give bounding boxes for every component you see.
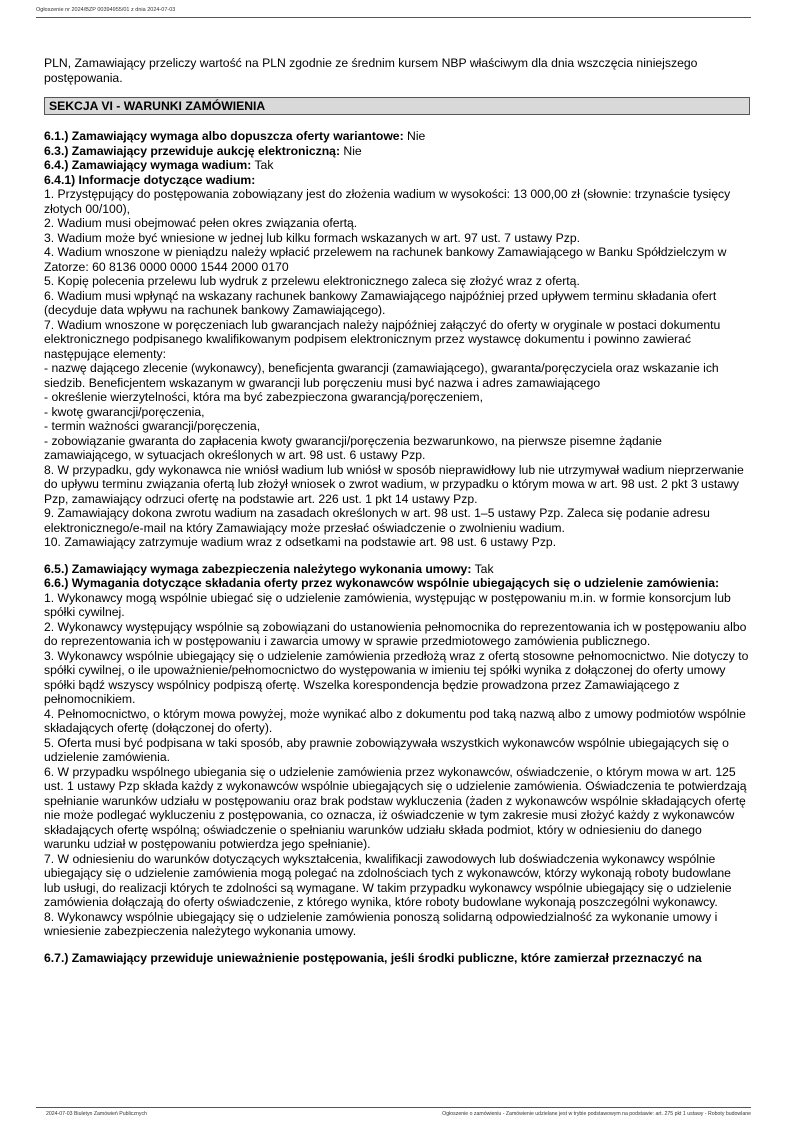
wadium-line: 3. Wadium może być wniesione w jednej lub kilku formach wskazanych w art. 97 ust. 7 ustawy Pzp. [44,230,581,245]
consortium-line: 2. Wykonawcy występujący wspólnie są zobowiązani do ustanowienia pełnomocnika do reprezentowania ich w postępowaniu albo do reprezentowania ich w postępowaniu i zawarcia umowy w sprawie przedmiotowego zamówienia publicznego. [44,619,747,648]
consortium-line: 8. Wykonawcy wspólnie ubiegający się o udzielenie zamówienia ponoszą solidarną odpowiedzialność za wykonanie umowy i wniesienie zabezpieczenia należytego wykonania umowy. [44,909,718,938]
question-6-4-label: 6.4.) Zamawiający wymaga wadium: [44,158,252,172]
consortium-line: 6. W przypadku wspólnego ubiegania się o udzielenie zamówienia przez wykonawców, oświadczenie, o którym mowa w art. 125 ust. 1 ustawy Pzp składa każdy z wykonawców wspólnie ubiegających się o udzielenie zamówienia. Oświadczenia te potwierdzają spełnianie warunków udziału w postępowaniu oraz brak podstaw wykluczenia (żaden z wykonawców wspólnie składających ofertę nie może podlegać wykluczeniu z postępowania, co oznacza, iż oświadczenie w tym zakresie musi złożyć każdy z wykonawców składających ofertę wspólną; oświadczenie o spełnianiu warunków udziału składa podmiot, który w odniesieniu do danego warunku udział w postępowaniu potwierdza jego spełnianie). [44,764,747,851]
wadium-line: - termin ważności gwarancji/poręczenia, [44,419,261,433]
footer-divider [36,1107,751,1108]
question-6-7-label: 6.7.) Zamawiający przewiduje unieważnienie postępowania, jeśli środki publiczne, które zamierzał przeznaczyć na [44,950,702,965]
footer-right: Ogłoszenie o zamówieniu - Zamówienie udzielane jest w trybie podstawowym na podstawie: art. 275 pkt 1 ustawy - Roboty budowlane [442,1111,751,1117]
question-6-4 [44,158,750,173]
consortium-line: 4. Pełnomocnictwo, o którym mowa powyżej, może wynikać albo z dokumentu pod taką nazwą albo z umowy podmiotów wspólnie składających ofertę (dołączonej do oferty). [44,706,746,735]
question-6-3 [44,144,750,159]
consortium-line: 1. Wykonawcy mogą wspólnie ubiegać się o udzielenie zamówienia, występując w postępowaniu m.in. w formie konsorcjum lub spółki cywilnej. [44,590,731,619]
consortium-line: 3. Wykonawcy wspólnie ubiegający się o udzielenie zamówienia przedłożą wraz z ofertą stosowne pełnomocnictwo. Nie dotyczy to spółki cywilnej, o ile upoważnienie/pełnomocnictwo do występowania w imieniu tej spółki wynika z dołączonej do oferty umowy spółki bądź wszyscy wspólnicy podpiszą ofertę. Wszelka korespondencja będzie prowadzona przez Zamawiającego z pełnomocnikiem. [44,648,749,706]
question-6-5 [44,562,750,577]
question-6-1 [44,129,750,144]
wadium-line: 6. Wadium musi wpłynąć na wskazany rachunek bankowy Zamawiającego najpóźniej przed upływem terminu składania ofert (decyduje data wpływu na rachunek bankowy Zamawiającego). [44,288,717,317]
question-6-3-label: 6.3.) Zamawiający przewiduje aukcję elektroniczną: [44,143,341,158]
wadium-line: 9. Zamawiający dokona zwrotu wadium na zasadach określonych w art. 98 ust. 1–5 ustawy Pzp. Zaleca się podanie adresu elektronicznego/e-mail na który Zamawiający może przesłać oświadczenie o zwolnieniu wadium. [44,506,710,535]
wadium-line: 1. Przystępujący do postępowania zobowiązany jest do złożenia wadium w wysokości: 13 000,00 zł (słownie: trzynaście tysięcy złotych 00/100), [44,187,731,216]
wadium-line: 8. W przypadku, gdy wykonawca nie wniósł wadium lub wniósł w sposób nieprawidłowy lub nie utrzymywał wadium nieprzerwanie do upływu terminu związania ofertą lub złożył wniosek o zwrot wadium, w przypadku o którym mowa w art. 98 ust. 2 pkt 3 ustawy Pzp, zamawiający odrzuci ofertę na podstawie art. 226 ust. 1 pkt 14 ustawy Pzp. [44,462,744,506]
page-header: Ogłoszenie nr 2024/BZP 00394955/01 z dnia 2024-07-03 [36,7,176,13]
question-6-6-label: 6.6.) Wymagania dotyczące składania oferty przez wykonawców wspólnie ubiegających się o udzielenie zamówienia: [44,576,720,590]
question-6-5-value: Tak [471,561,494,576]
question-6-6 [44,576,750,939]
document-body [44,56,750,965]
footer-left: 2024-07-03 Biuletyn Zamówień Publicznych [46,1111,147,1117]
consortium-line: 7. W odniesieniu do warunków dotyczących wykształcenia, kwalifikacji zawodowych lub doświadczenia wykonawcy wspólnie ubiegający się o udzielenie zamówienia mogą polegać na zdolnościach tych z wykonawców, którzy wykonają roboty budowlane lub usługi, do realizacji których te zdolności są wymagane. W takim przypadku wykonawcy wspólnie ubiegający się o udzielenie zamówienia dołączają do oferty oświadczenie, z którego wynika, które roboty budowlane wykonają poszczególni wykonawcy. [44,851,732,909]
question-6-1-label: 6.1.) Zamawiający wymaga albo dopuszcza oferty wariantowe: [44,129,404,143]
wadium-line: 7. Wadium wnoszone w poręczeniach lub gwarancjach należy najpóźniej załączyć do oferty w oryginale w postaci dokumentu elektronicznego podpisanego kwalifikowanym podpisem elektronicznym przez wystawcę dokumentu i powinno zawierać następujące elementy: [44,317,721,361]
wadium-line: 10. Zamawiający zatrzymuje wadium wraz z odsetkami na podstawie art. 98 ust. 6 ustawy Pzp. [44,535,557,549]
wadium-line: - określenie wierzytelności, która ma być zabezpieczona gwarancją/poręczeniem, [44,390,483,404]
wadium-line: 2. Wadium musi obejmować pełen okres związania ofertą. [44,216,358,230]
question-6-4-value: Tak [251,158,274,172]
question-6-1-value: Nie [403,129,426,143]
wadium-line: 5. Kopię polecenia przelewu lub wydruk z przelewu elektronicznego zaleca się złożyć wraz z ofertą. [44,274,580,288]
wadium-line: 4. Wadium wnoszone w pieniądzu należy wpłacić przelewem na rachunek bankowy Zamawiającego w Banku Spółdzielczym w Zatorze: 60 8136 0000 0000 1544 2000 0170 [44,245,727,274]
question-6-3-value: Nie [340,143,362,158]
section-title: SEKCJA VI - WARUNKI ZAMÓWIENIA [44,97,750,115]
wadium-line: - nazwę dającego zlecenie (wykonawcy), beneficjenta gwarancji (zamawiającego), gwaranta/poręczyciela oraz wskazanie ich siedzib. Beneficjentem wskazanym w gwarancji lub poręczeniu musi być nazwa i adres zamawiającego [44,361,719,390]
intro-paragraph: PLN, Zamawiający przeliczy wartość na PLN zgodnie ze średnim kursem NBP właściwym dla dnia wszczęcia niniejszego postępowania. [44,56,698,85]
header-divider [36,17,751,18]
question-6-5-label: 6.5.) Zamawiający wymaga zabezpieczenia należytego wykonania umowy: [44,561,472,576]
question-6-4-1-label: 6.4.1) Informacje dotyczące wadium: [44,172,256,187]
wadium-line: - kwotę gwarancji/poręczenia, [44,404,205,419]
consortium-line: 5. Oferta musi być podpisana w taki sposób, aby prawnie zobowiązywała wszystkich wykonawców wspólnie ubiegających się o udzielenie zamówienia. [44,735,729,764]
wadium-line: - zobowiązanie gwaranta do zapłacenia kwoty gwarancji/poręczenia bezwarunkowo, na pierwsze pisemne żądanie zamawiającego, w sytuacjach określonych w art. 98 ust. 6 ustawy Pzp. [44,433,662,462]
question-6-4-1 [44,173,750,550]
